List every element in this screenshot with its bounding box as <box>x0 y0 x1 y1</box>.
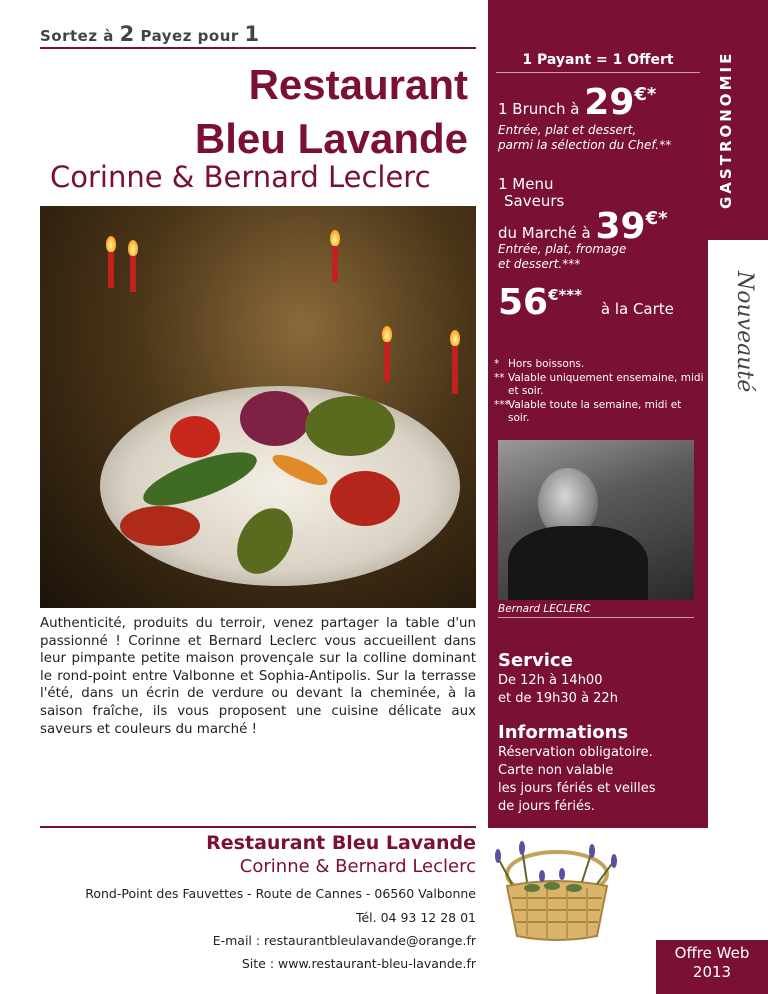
currency-symbol: € <box>548 286 559 304</box>
new-label: Nouveauté <box>732 271 757 393</box>
candle-shape <box>452 346 458 394</box>
title-line: Restaurant <box>248 61 468 108</box>
service-title: Service <box>498 650 573 671</box>
footnote-mark: *** <box>558 286 583 304</box>
info-line: Réservation obligatoire. <box>498 745 653 760</box>
footnote-text: Valable toute la semaine, midi et soir. <box>508 398 682 424</box>
tagline <box>40 22 260 46</box>
candle-shape <box>332 246 338 282</box>
candle-shape <box>384 342 390 382</box>
footnote-mark: * <box>494 358 500 370</box>
tagline-part: Sortez à <box>40 27 114 45</box>
footnote-mark: *** <box>494 398 510 411</box>
footnote-mark: * <box>658 208 668 229</box>
carte-offer <box>498 282 674 323</box>
tagline-number: 1 <box>244 22 260 46</box>
service-line: De 12h à 14h00 <box>498 673 603 688</box>
info-text <box>498 744 656 816</box>
candle-flame <box>382 326 392 342</box>
tomato-shape <box>170 416 220 458</box>
tagline-number: 2 <box>119 22 135 46</box>
info-line: de jours fériés. <box>498 799 595 814</box>
info-title: Informations <box>498 722 629 743</box>
carte-price: 56 <box>498 282 549 323</box>
menu-label: 1 Menu <box>498 175 554 193</box>
service-hours <box>498 672 618 708</box>
website-link[interactable]: Site : www.restaurant-bleu-lavande.fr <box>241 956 476 971</box>
offer-divider <box>496 72 700 73</box>
footer-owners: Corinne & Bernard Leclerc <box>239 856 476 877</box>
footnotes <box>494 358 704 426</box>
brunch-label: 1 Brunch à <box>498 100 580 118</box>
badge-line: 2013 <box>692 963 732 981</box>
tomato-shape <box>330 471 400 526</box>
portrait-caption: Bernard LECLERC <box>498 603 591 615</box>
info-line: les jours fériés et veilles <box>498 781 656 796</box>
menu-price: 39 <box>595 206 646 247</box>
brunch-description: parmi la sélection du Chef.** <box>498 138 672 152</box>
pepper-shape <box>305 396 395 456</box>
footnote <box>494 399 704 426</box>
owners-heading: Corinne & Bernard Leclerc <box>50 160 431 194</box>
menu-label: Saveurs <box>504 192 565 210</box>
dish-photo <box>40 206 476 608</box>
candle-shape <box>130 256 136 292</box>
footnote-mark: ** <box>494 371 505 384</box>
candle-shape <box>108 252 114 288</box>
page-title <box>195 58 468 166</box>
candle-flame <box>128 240 138 256</box>
menu-label: du Marché à <box>498 224 591 242</box>
footer-restaurant-name: Restaurant Bleu Lavande <box>206 832 476 854</box>
header-divider <box>40 47 476 49</box>
phone: Tél. 04 93 12 28 01 <box>355 910 476 925</box>
info-line: Carte non valable <box>498 763 614 778</box>
carte-label: à la Carte <box>600 300 674 318</box>
portrait-jacket-shape <box>508 526 648 600</box>
candle-flame <box>330 230 340 246</box>
service-line: et de 19h30 à 22h <box>498 691 618 706</box>
brunch-offer <box>498 82 671 153</box>
address: Rond-Point des Fauvettes - Route de Cannes - 06560 Valbonne <box>85 886 476 901</box>
caption-divider <box>498 617 694 618</box>
currency-symbol: € <box>634 84 647 105</box>
basket-illustration <box>492 836 622 946</box>
offer-web-badge <box>656 940 768 994</box>
menu-description: Entrée, plat, fromage <box>498 242 627 256</box>
menu-description: et dessert.*** <box>498 257 581 271</box>
email-link[interactable]: E-mail : restaurantbleulavande@orange.fr <box>212 933 476 948</box>
badge-line: Offre Web <box>674 944 750 962</box>
footer-divider <box>40 826 476 828</box>
tagline-part: Payez pour <box>140 27 239 45</box>
radicchio-shape <box>240 391 310 446</box>
offer-heading: 1 Payant = 1 Offert <box>522 52 674 68</box>
footnote-mark: * <box>646 84 657 105</box>
currency-symbol: € <box>645 208 659 229</box>
footnote-text: Valable uniquement ensemaine, midi et soir. <box>508 371 704 397</box>
menu-offer <box>498 176 668 272</box>
footnote <box>494 372 704 399</box>
chef-portrait <box>498 440 694 600</box>
category-label: GASTRONOMIE <box>717 50 735 210</box>
title-line: Bleu Lavande <box>194 115 468 162</box>
brunch-price: 29 <box>584 82 635 123</box>
candle-flame <box>450 330 460 346</box>
candle-flame <box>106 236 116 252</box>
footnote-text: Hors boissons. <box>508 358 585 370</box>
footnote <box>494 358 704 372</box>
brunch-description: Entrée, plat et dessert, <box>498 123 637 137</box>
tomato-shape <box>120 506 200 546</box>
intro-paragraph: Authenticité, produits du terroir, venez partager la table d'un passionné ! Corinne et Bernard Leclerc vous accueillent dans leur pimpante petite maison provençale sur la colline dominant le rond-point entre Valbonne et Sophia-Antipolis. Sur la terrasse l'été, dans un écrin de verdure ou devant la cheminée, à la saison fraîche, ils vous proposent une cuisine délicate aux saveurs et couleurs du marché ! <box>40 616 476 737</box>
